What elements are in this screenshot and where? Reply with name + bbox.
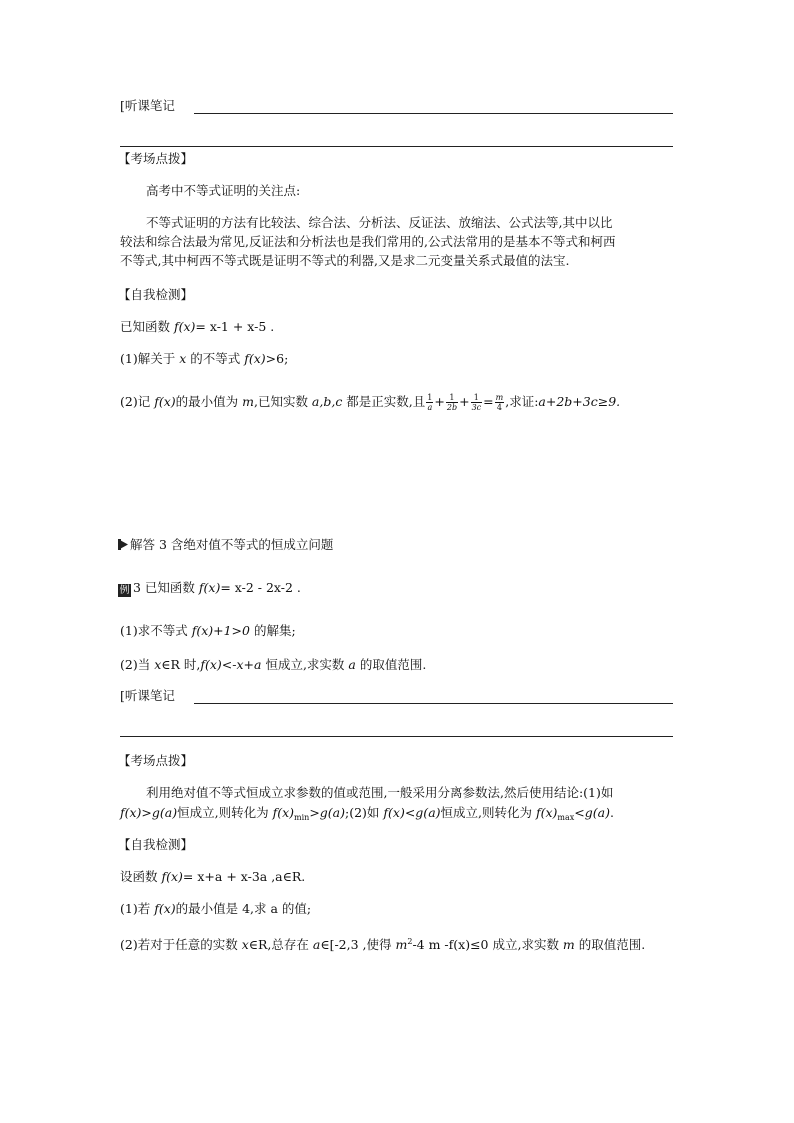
math-span: f(x) (198, 580, 221, 595)
paragraph-line: 不等式,其中柯西不等式既是证明不等式的利器,又是求二元变量关系式最值的法宝. (120, 253, 570, 268)
math-span: = x-1 + x-5 . (195, 319, 275, 334)
paragraph-line: 较法和综合法最为常见,反证法和分析法也是我们常用的,公式法常用的是基本不等式和柯西 (120, 234, 616, 249)
math-span: a+2b+3c≥9. (538, 394, 621, 409)
math-span: f(x) (173, 319, 196, 334)
text-span: (2)当 (120, 657, 155, 672)
math-span: f(x) (244, 351, 266, 366)
fraction-den: 3c (471, 403, 482, 412)
text-span: (2)若对于任意的实数 (120, 937, 242, 952)
problem-statement (120, 319, 274, 335)
math-sub: min (294, 813, 310, 822)
question-2 (120, 934, 645, 953)
example-question-2 (120, 657, 426, 673)
math-span: = x-2 - 2x-2 . (220, 580, 301, 595)
text-span: ,已知实数 (253, 394, 312, 409)
math-span: <g(a) (574, 805, 610, 820)
fraction-num: 1 (446, 393, 458, 403)
text-span: 的取值范围. (574, 937, 646, 952)
math-span: x (179, 351, 187, 366)
fraction-num: 1 (427, 393, 433, 402)
text-span: (2)记 (120, 394, 155, 409)
zijian-heading: 【自我检测】 (118, 837, 194, 852)
notes-rule (120, 146, 673, 147)
example-number: 3 (133, 580, 141, 595)
math-span: = x+a + x-3a ,a∈R. (182, 869, 306, 884)
text-span: (1)若 (120, 901, 155, 916)
text-span: ∈R 时, (161, 657, 201, 672)
fraction-den: 2b (446, 403, 458, 412)
fraction (495, 393, 505, 412)
math-span: f(x)<g(a) (383, 805, 441, 820)
fraction (471, 393, 483, 412)
question-2: (2)记 f(x)的最小值为 m,已知实数 a,b,c 都是正实数,且 $\frac{1}{a}$ + $\frac{1}{2b}$ + $\frac{1}{3c}$ = $\frac{m}{4}$ ,求证:a+2b+3c≥9. (120, 393, 621, 412)
notes-underline (194, 113, 673, 114)
text-span: 恒成立,求实数 (261, 657, 349, 672)
paragraph-line (120, 805, 614, 826)
section-title: 解答 3 含绝对值不等式的恒成立问题 (130, 537, 334, 552)
math-span: f(x)>g(a) (120, 805, 178, 820)
kaochang-heading: 【考场点拨】 (118, 151, 194, 166)
fraction-den: a (427, 403, 433, 412)
notes-label: [听课笔记 (120, 98, 175, 113)
text-span: 的解集; (249, 623, 296, 638)
math-span: f(x) (272, 805, 295, 820)
intro-text: 高考中不等式证明的关注点: (146, 183, 301, 198)
text-span: 的不等式 (186, 351, 245, 366)
math-span: f(x) (154, 901, 176, 916)
math-span: a (348, 657, 356, 672)
math-span: >g(a) (309, 805, 345, 820)
text-span: 的最小值是 4,求 a 的值; (175, 901, 312, 916)
math-span: m (242, 394, 254, 409)
math-span: f(x)<-x+a (200, 657, 262, 672)
paragraph-line: 利用绝对值不等式恒成立求参数的值或范围,一般采用分离参数法,然后使用结论:(1)如 (146, 785, 614, 800)
example-question-1 (120, 623, 296, 639)
fraction-num: 1 (471, 393, 483, 403)
math-span: a (312, 937, 321, 952)
text-span: -4 m -f(x)≤0 成立,求实数 (412, 937, 563, 952)
fraction (426, 393, 433, 412)
text-span: 恒成立,则转化为 (177, 805, 273, 820)
math-span: f(x) (154, 394, 176, 409)
math-span: f(x)+1>0 (191, 623, 250, 638)
math-span: m (562, 937, 575, 952)
section-arrow-icon (118, 539, 128, 550)
text-span: 的取值范围. (355, 657, 427, 672)
text-span: 设函数 (120, 869, 162, 884)
text-span: 都是正实数,且 (342, 394, 426, 409)
math-span: >6; (265, 351, 289, 366)
notes-underline (194, 703, 673, 704)
notes-rule (120, 736, 673, 737)
text-span: ∈[-2,3 ,使得 (320, 937, 396, 952)
kaochang-heading: 【考场点拨】 (118, 753, 194, 768)
text-span: ,求证: (505, 394, 539, 409)
fraction (446, 393, 458, 412)
math-sup: 2 (407, 937, 413, 946)
notes-label: [听课笔记 (120, 688, 175, 703)
math-span: f(x) (161, 869, 183, 884)
fraction-den: 4 (496, 403, 502, 412)
math-span: m (395, 937, 408, 952)
math-span: x (241, 937, 249, 952)
text-span: ;(2)如 (345, 805, 384, 820)
problem-statement (120, 869, 305, 885)
text-span: 的最小值为 (175, 394, 243, 409)
example-statement (118, 580, 301, 597)
math-sub: max (557, 813, 575, 822)
text-span: 已知函数 (120, 319, 174, 334)
math-span: x (154, 657, 162, 672)
math-span: a,b,c (311, 394, 343, 409)
text-span: 恒成立,则转化为 (440, 805, 536, 820)
example-badge-icon: 例 (119, 585, 130, 596)
paragraph-line: 不等式证明的方法有比较法、综合法、分析法、反证法、放缩法、公式法等,其中以比 (146, 215, 613, 230)
question-1 (120, 901, 311, 917)
zijian-heading: 【自我检测】 (118, 287, 194, 302)
text-span: 已知函数 (140, 580, 199, 595)
question-1 (120, 351, 288, 367)
text-span: (1)求不等式 (120, 623, 192, 638)
text-span: (1)解关于 (120, 351, 180, 366)
text-span: . (609, 805, 614, 820)
fraction-num: m (495, 393, 504, 402)
math-span: f(x) (535, 805, 558, 820)
text-span: ∈R,总存在 (248, 937, 313, 952)
section-heading (118, 537, 333, 553)
